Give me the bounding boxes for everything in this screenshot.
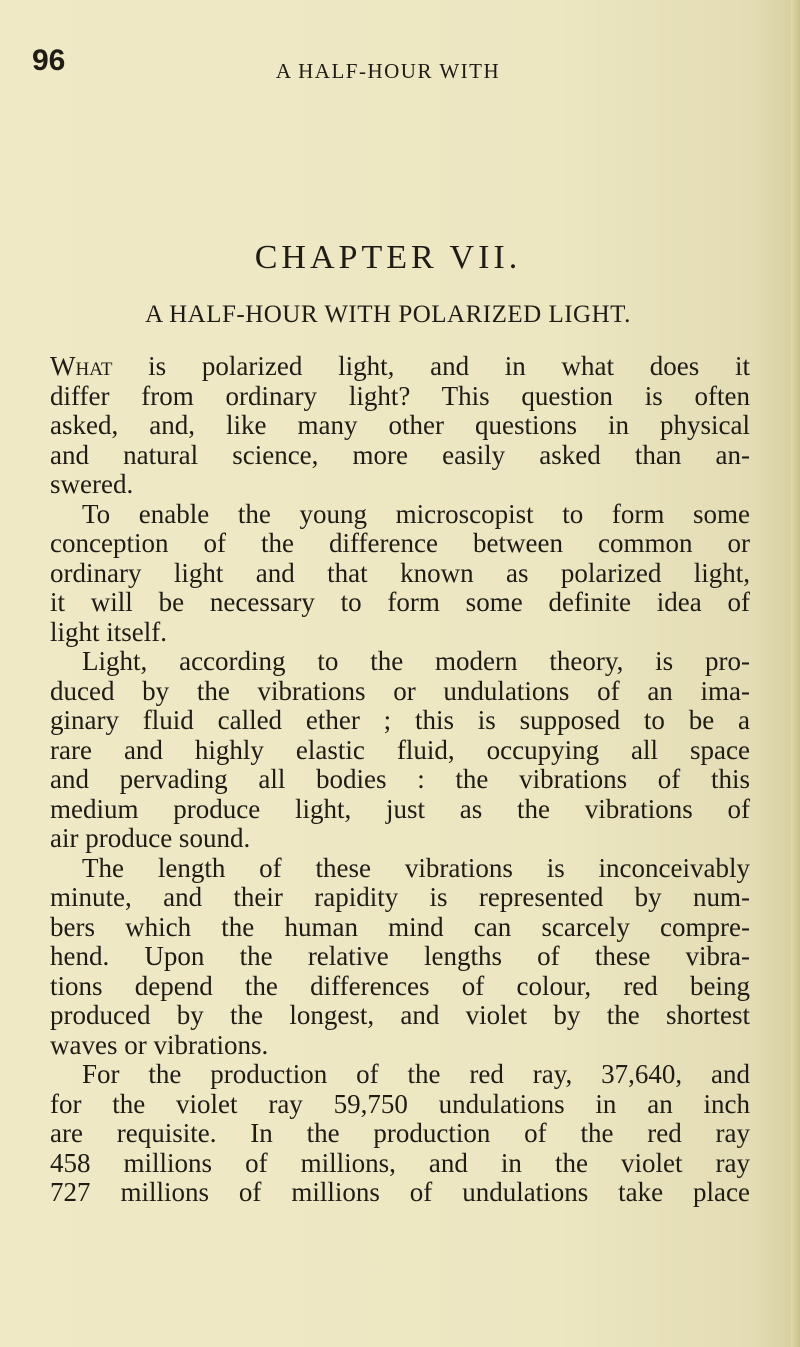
text-line: and pervading all bodies : the vibrations of this — [50, 764, 750, 794]
text-line: for the violet ray 59,750 undulations in an inch — [50, 1088, 750, 1119]
text-line: bers which the human mind can scarcely compre- — [50, 911, 750, 942]
page-edge-shadow — [791, 0, 800, 1347]
text-line: 458 millions of millions, and in the violet ray — [50, 1147, 750, 1178]
text-line: light itself. — [50, 616, 167, 647]
text-line: produced by the longest, and violet by the shortest — [50, 1000, 750, 1030]
text-line: The length of these vibrations is inconceivably — [82, 852, 750, 883]
text-line — [50, 352, 750, 382]
text-line-content: is polarized light, and in what does it — [112, 351, 750, 381]
text-line: 727 millions of millions of undulations take place — [50, 1177, 750, 1207]
chapter-title: A HALF-HOUR WITH POLARIZED LIGHT. — [145, 301, 631, 328]
body-text — [50, 352, 750, 1208]
text-line: For the production of the red ray, 37,640, and — [82, 1059, 750, 1089]
text-line: hend. Upon the relative lengths of these vibra- — [50, 941, 750, 971]
text-line: waves or vibrations. — [50, 1029, 269, 1060]
text-line: asked, and, like many other questions in physical — [50, 410, 750, 440]
text-line: ginary fluid called ether ; this is supposed to be a — [50, 705, 750, 735]
text-line: it will be necessary to form some definite idea of — [50, 587, 750, 617]
text-line: To enable the young microscopist to form some — [82, 498, 750, 529]
text-line: minute, and their rapidity is represented by num- — [50, 882, 750, 912]
text-line: air produce sound. — [50, 823, 251, 853]
running-head: A HALF-HOUR WITH — [275, 59, 501, 83]
text-line: rare and highly elastic fluid, occupying all space — [50, 734, 750, 765]
text-line: Light, according to the modern theory, is pro- — [82, 646, 750, 676]
text-line: and natural science, more easily asked than an- — [50, 439, 750, 470]
text-line: conception of the difference between common or — [50, 528, 750, 558]
text-line: ordinary light and that known as polarized light, — [50, 557, 750, 588]
chapter-number: CHAPTER VII. — [254, 239, 522, 276]
text-line: tions depend the differences of colour, red being — [50, 970, 750, 1001]
text-line: duced by the vibrations or undulations of an ima- — [50, 675, 750, 706]
text-line: medium produce light, just as the vibrations of — [50, 793, 750, 824]
page-number: 96 — [32, 44, 66, 77]
opening-word: What — [50, 351, 113, 381]
text-line: differ from ordinary light? This question is often — [50, 380, 750, 411]
text-line: are requisite. In the production of the red ray — [50, 1118, 750, 1148]
text-line: swered. — [50, 469, 134, 499]
